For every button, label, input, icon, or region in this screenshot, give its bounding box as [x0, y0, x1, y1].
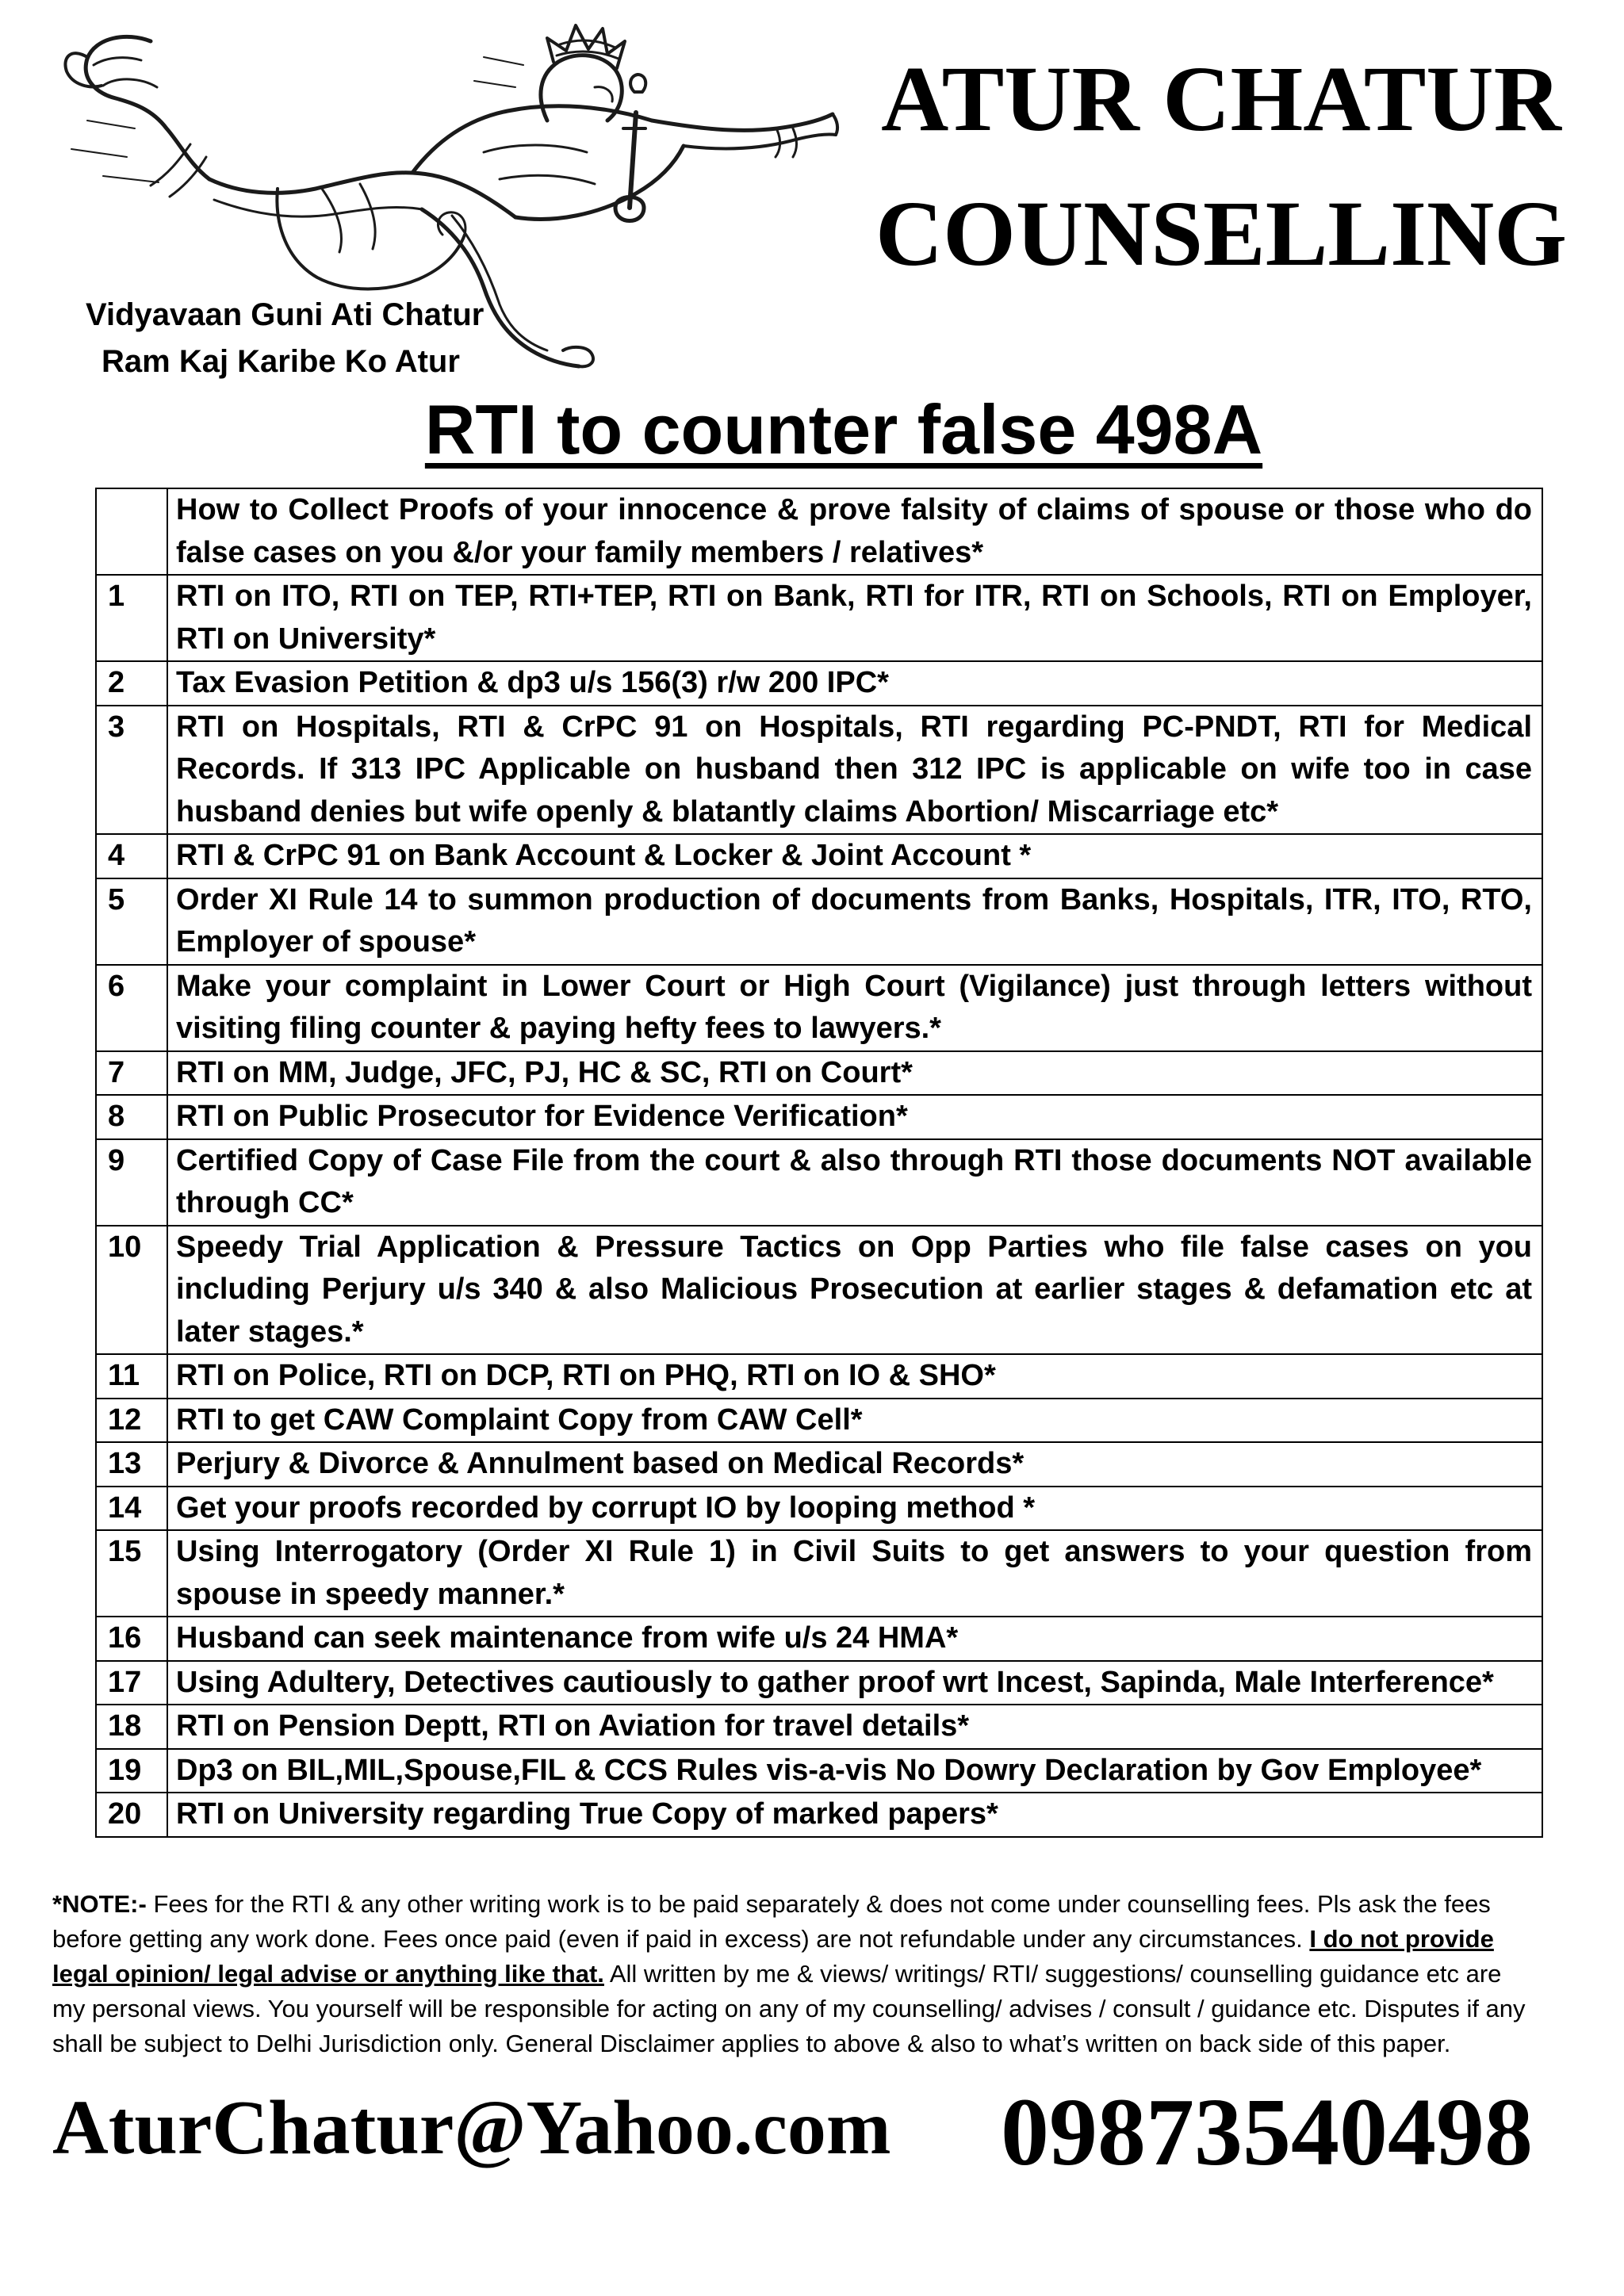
row-text: Dp3 on BIL,MIL,Spouse,FIL & CCS Rules vis-a-vis No Dowry Declaration by Gov Employee*	[167, 1749, 1542, 1793]
row-text: RTI on University regarding True Copy of marked papers*	[167, 1793, 1542, 1837]
row-number: 18	[96, 1705, 167, 1749]
row-text: Order XI Rule 14 to summon production of documents from Banks, Hospitals, ITR, ITO, RTO, Employer of spouse*	[167, 878, 1542, 965]
row-text: Using Adultery, Detectives cautiously to gather proof wrt Incest, Sapinda, Male Interference*	[167, 1661, 1542, 1705]
table-row	[96, 1749, 1542, 1793]
row-number: 14	[96, 1487, 167, 1531]
table-row	[96, 1661, 1542, 1705]
table-row	[96, 965, 1542, 1051]
disclaimer-note	[52, 1887, 1532, 2061]
row-text: RTI to get CAW Complaint Copy from CAW Cell*	[167, 1399, 1542, 1443]
row-number-cell	[96, 488, 167, 575]
row-number: 8	[96, 1095, 167, 1139]
tagline-line-1: Vidyavaan Guni Ati Chatur	[86, 297, 485, 332]
services-table	[95, 488, 1543, 1838]
row-text: RTI on Pension Deptt, RTI on Aviation for travel details*	[167, 1705, 1542, 1749]
row-number: 19	[96, 1749, 167, 1793]
row-text: Certified Copy of Case File from the court & also through RTI those documents NOT available through CC*	[167, 1139, 1542, 1226]
note-text-part-2: All written by me & views/ writings/ RTI/ suggestions/ counselling guidance etc are my personal views. You yourself will be responsible for acting on any of my counselling/ advises / consult / guidance etc. Disputes if any shall be subject to Delhi Jurisdiction only. General Disclaimer applies to above & also to what’s written on back side of this paper.	[52, 1960, 1526, 2057]
table-row	[96, 1354, 1542, 1399]
row-number: 9	[96, 1139, 167, 1226]
table-intro-text: How to Collect Proofs of your innocence & prove falsity of claims of spouse or those who do false cases on you &/or your family members / relatives*	[167, 488, 1542, 575]
note-emphasis: I do not provide legal opinion/ legal advise or anything like that.	[52, 1925, 1494, 1988]
row-number: 2	[96, 661, 167, 706]
table-intro-row	[96, 488, 1542, 575]
contact-email: AturChatur@Yahoo.com	[52, 2085, 891, 2171]
table-row	[96, 1095, 1542, 1139]
row-text: RTI on Police, RTI on DCP, RTI on PHQ, RTI on IO & SHO*	[167, 1354, 1542, 1399]
row-text: RTI on MM, Judge, JFC, PJ, HC & SC, RTI on Court*	[167, 1051, 1542, 1096]
brand-name-line-1: ATUR CHATUR	[881, 47, 1561, 151]
row-text: RTI & CrPC 91 on Bank Account & Locker & Joint Account *	[167, 834, 1542, 878]
row-number: 1	[96, 575, 167, 661]
row-number: 10	[96, 1226, 167, 1355]
flying-hanuman-sketch-icon	[40, 10, 841, 394]
table-row	[96, 1139, 1542, 1226]
row-text: RTI on Public Prosecutor for Evidence Verification*	[167, 1095, 1542, 1139]
brand-name-line-2: COUNSELLING	[875, 182, 1568, 285]
table-row	[96, 661, 1542, 706]
row-text: RTI on ITO, RTI on TEP, RTI+TEP, RTI on Bank, RTI for ITR, RTI on Schools, RTI on Employer, RTI on University*	[167, 575, 1542, 661]
row-number: 3	[96, 706, 167, 835]
table-row	[96, 1399, 1542, 1443]
row-text: Tax Evasion Petition & dp3 u/s 156(3) r/w 200 IPC*	[167, 661, 1542, 706]
tagline-line-2: Ram Kaj Karibe Ko Atur	[102, 344, 460, 379]
row-number: 16	[96, 1617, 167, 1661]
row-number: 11	[96, 1354, 167, 1399]
row-text: Speedy Trial Application & Pressure Tactics on Opp Parties who file false cases on you including Perjury u/s 340 & also Malicious Prosecution at earlier stages & defamation etc at later stages.*	[167, 1226, 1542, 1355]
row-number: 15	[96, 1530, 167, 1617]
row-number: 6	[96, 965, 167, 1051]
row-number: 7	[96, 1051, 167, 1096]
table-row	[96, 1051, 1542, 1096]
table-row	[96, 1705, 1542, 1749]
table-row	[96, 834, 1542, 878]
document-title: RTI to counter false 498A	[424, 390, 1263, 469]
row-number: 13	[96, 1442, 167, 1487]
row-text: Using Interrogatory (Order XI Rule 1) in Civil Suits to get answers to your question from spouse in speedy manner.*	[167, 1530, 1542, 1617]
table-row	[96, 1442, 1542, 1487]
table-row	[96, 1487, 1542, 1531]
row-text: Husband can seek maintenance from wife u/s 24 HMA*	[167, 1617, 1542, 1661]
row-number: 4	[96, 834, 167, 878]
table-row	[96, 1617, 1542, 1661]
table-row	[96, 1226, 1542, 1355]
row-text: Perjury & Divorce & Annulment based on Medical Records*	[167, 1442, 1542, 1487]
contact-phone: 09873540498	[1001, 2079, 1533, 2186]
row-number: 20	[96, 1793, 167, 1837]
row-number: 17	[96, 1661, 167, 1705]
table-row	[96, 878, 1542, 965]
row-text: RTI on Hospitals, RTI & CrPC 91 on Hospitals, RTI regarding PC-PNDT, RTI for Medical Records. If 313 IPC Applicable on husband then 312 IPC is applicable on wife too in case husband denies but wife openly & blatantly claims Abortion/ Miscarriage etc*	[167, 706, 1542, 835]
note-label: *NOTE:-	[52, 1890, 147, 1918]
note-text-part-1: Fees for the RTI & any other writing work is to be paid separately & does not come under counselling fees. Pls ask the fees before getting any work done. Fees once paid (even if paid in excess) are not refundable under any circumstances.	[52, 1890, 1491, 1953]
row-number: 12	[96, 1399, 167, 1443]
row-number: 5	[96, 878, 167, 965]
table-row	[96, 1793, 1542, 1837]
table-row	[96, 1530, 1542, 1617]
table-row	[96, 575, 1542, 661]
row-text: Get your proofs recorded by corrupt IO by looping method *	[167, 1487, 1542, 1531]
table-row	[96, 706, 1542, 835]
row-text: Make your complaint in Lower Court or High Court (Vigilance) just through letters without visiting filing counter & paying hefty fees to lawyers.*	[167, 965, 1542, 1051]
